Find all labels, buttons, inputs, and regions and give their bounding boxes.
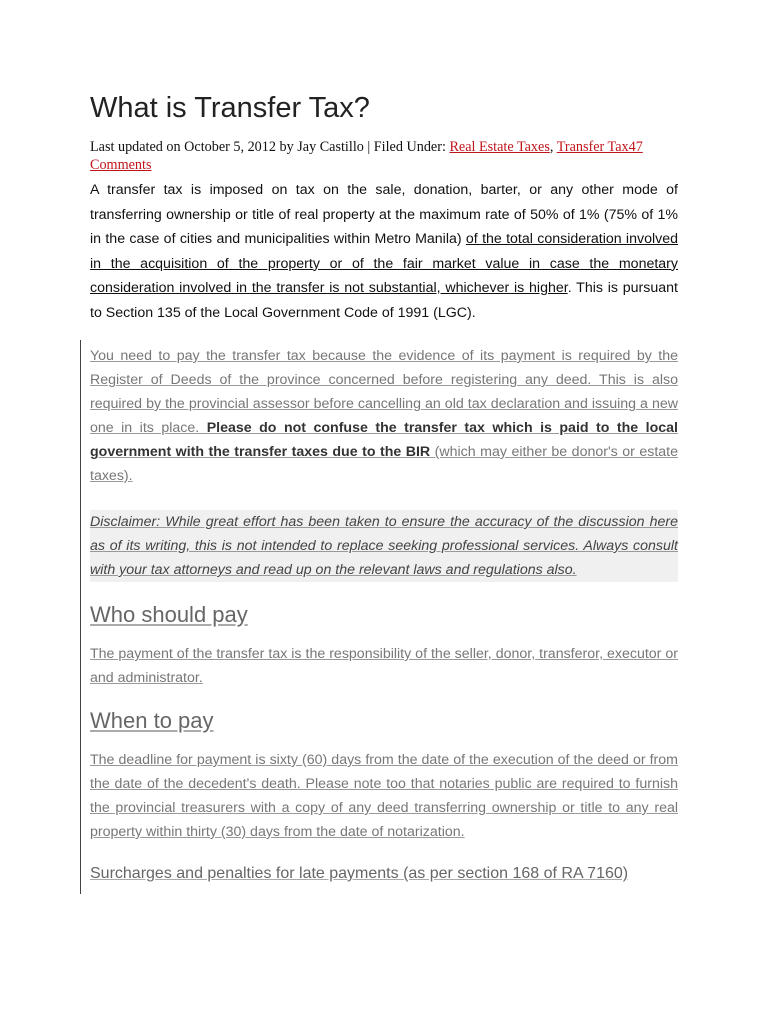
meta-prefix: Last updated on October 5, 2012 by Jay Castillo | Filed Under: (90, 139, 450, 155)
meta-separator: , (549, 139, 557, 155)
comments-link[interactable]: 47 Comments (90, 139, 643, 173)
disclaimer-box: Disclaimer: While great effort has been taken to ensure the accuracy of the discussion here as of its writing, this is not intended to replace seeking professional services. Always consult with your tax attorneys and read up on the relevant laws and regulations also. (90, 510, 678, 582)
blockquote-paragraph (90, 344, 678, 488)
intro-paragraph (90, 178, 678, 325)
heading-who-should-pay: Who should pay (90, 602, 248, 627)
intro-text-1: A transfer tax is imposed on tax on the sale, donation, barter, or any other mode of transferring ownership or title of real property at the maximum rate of 50% of 1% (75% of 1% in the case of cities and municipalities within Metro Manila) (90, 182, 678, 247)
who-should-pay-text: The payment of the transfer tax is the responsibility of the seller, donor, transferor, executor or and administrator. (90, 646, 678, 686)
heading-when-to-pay: When to pay (90, 708, 214, 733)
intro-underlined-text: of the total consideration involved in the acquisition of the property or of the fair market value in case the monetary consideration involved in the transfer is not substantial, whichever is higher (90, 231, 678, 296)
quote-tail-text: (which may either be donor's or estate taxes). (90, 444, 679, 484)
blockquote-left-border (80, 340, 81, 894)
category-link-transfer-tax[interactable]: Transfer Tax (556, 139, 629, 155)
quote-text: You need to pay the transfer tax because the evidence of its payment is required by the Register of Deeds of the province concerned before registering any deed. This is also required by the provincial assessor before cancelling an old tax declaration and issuing a new one in its place. (90, 348, 678, 436)
when-to-pay-text: The deadline for payment is sixty (60) days from the date of the execution of the deed or from the date of the decedent's death. Please note too that notaries public are required to furnish the provincial treasurers with a copy of any deed transferring ownership or title to any real property within thirty (30) days from the date of notarization. (90, 752, 678, 840)
quote-bold-text: Please do not confuse the transfer tax which is paid to the local government with the transfer taxes due to the BIR (90, 420, 678, 460)
post-meta (90, 138, 680, 174)
heading-surcharges-penalties: Surcharges and penalties for late payments (as per section 168 of RA 7160) (90, 865, 629, 882)
page-title: What is Transfer Tax? (90, 92, 370, 124)
category-link-real-estate-taxes[interactable]: Real Estate Taxes (449, 139, 550, 155)
intro-text-2: . This is pursuant to Section 135 of the Local Government Code of 1991 (LGC). (90, 280, 678, 321)
